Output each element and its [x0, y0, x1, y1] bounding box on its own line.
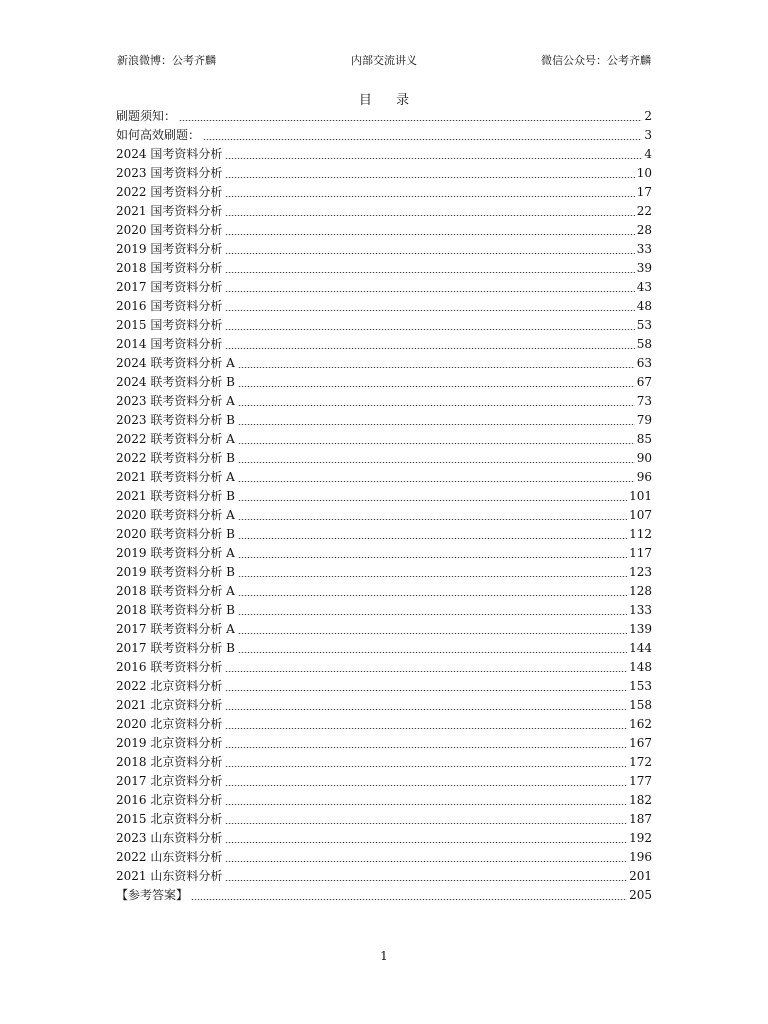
toc-entry[interactable] — [116, 126, 652, 145]
toc-entry-page: 205 — [629, 888, 652, 902]
toc-entry[interactable] — [116, 525, 652, 544]
toc-entry-label: 2022 北京资料分析 — [116, 679, 223, 693]
toc-entry[interactable] — [116, 848, 652, 867]
dot-leader — [238, 386, 635, 387]
toc-entry-page: 167 — [629, 736, 652, 750]
toc-entry-label: 如何高效刷题： — [116, 128, 201, 142]
toc-entry-page: 2 — [644, 109, 652, 123]
toc-entry-label: 2024 联考资料分析 A — [116, 356, 235, 370]
toc-entry-label: 2016 联考资料分析 — [116, 660, 223, 674]
toc-entry-page: 187 — [629, 812, 652, 826]
toc-entry-label: 2018 联考资料分析 A — [116, 584, 235, 598]
toc-entry[interactable] — [116, 468, 652, 487]
dot-leader — [238, 367, 635, 368]
toc-entry-page: 133 — [629, 603, 652, 617]
dot-leader — [179, 120, 642, 121]
toc-entry-label: 2014 国考资料分析 — [116, 337, 223, 351]
dot-leader — [225, 329, 634, 330]
dot-leader — [225, 728, 627, 729]
toc-entry-page: 101 — [629, 489, 652, 503]
toc-entry-page: 43 — [636, 280, 652, 294]
toc-entry-label: 2022 国考资料分析 — [116, 185, 223, 199]
toc-entry-page: 4 — [644, 147, 652, 161]
toc-entry-label: 2020 联考资料分析 B — [116, 527, 235, 541]
toc-entry[interactable] — [116, 696, 652, 715]
toc-entry-page: 177 — [629, 774, 652, 788]
dot-leader — [238, 462, 635, 463]
toc-entry-label: 2022 联考资料分析 A — [116, 432, 235, 446]
toc-entry-label: 【参考答案】 — [116, 888, 189, 902]
toc-entry-label: 2022 山东资料分析 — [116, 850, 223, 864]
dot-leader — [225, 823, 627, 824]
page-number: 1 — [380, 949, 388, 963]
toc-entry-label: 2015 国考资料分析 — [116, 318, 223, 332]
dot-leader — [225, 880, 627, 881]
dot-leader — [225, 310, 634, 311]
dot-leader — [238, 576, 627, 577]
dot-leader — [225, 690, 627, 691]
toc-entry-page: 90 — [636, 451, 652, 465]
toc-entry-page: 112 — [629, 527, 652, 541]
toc-title: 目 录 — [358, 93, 420, 108]
toc-entry-page: 182 — [629, 793, 652, 807]
toc-entry[interactable] — [116, 221, 652, 240]
toc-entry[interactable] — [116, 772, 652, 791]
dot-leader — [238, 614, 627, 615]
dot-leader — [225, 804, 627, 805]
toc-entry[interactable] — [116, 278, 652, 297]
header-wechat: 微信公众号：公考齐麟 — [541, 54, 651, 67]
dot-leader — [225, 177, 634, 178]
toc-entry-page: 201 — [629, 869, 652, 883]
toc-entry-label: 2020 国考资料分析 — [116, 223, 223, 237]
toc-entry-label: 2022 联考资料分析 B — [116, 451, 235, 465]
toc-entry-page: 73 — [636, 394, 652, 408]
dot-leader — [225, 272, 634, 273]
dot-leader — [225, 861, 627, 862]
toc-entry-label: 2023 山东资料分析 — [116, 831, 223, 845]
toc-entry-label: 2024 国考资料分析 — [116, 147, 223, 161]
toc-entry[interactable] — [116, 183, 652, 202]
toc-entry[interactable] — [116, 886, 652, 905]
toc-entry-page: 192 — [629, 831, 652, 845]
toc-entry[interactable] — [116, 734, 652, 753]
dot-leader — [238, 424, 635, 425]
dot-leader — [203, 139, 642, 140]
toc-entry-page: 172 — [629, 755, 652, 769]
dot-leader — [225, 253, 634, 254]
toc-entry-label: 2018 联考资料分析 B — [116, 603, 235, 617]
dot-leader — [225, 158, 642, 159]
toc-entry-label: 2019 联考资料分析 B — [116, 565, 235, 579]
dot-leader — [225, 709, 627, 710]
toc-entry-page: 10 — [636, 166, 652, 180]
dot-leader — [238, 595, 627, 596]
toc-entry-page: 53 — [636, 318, 652, 332]
dot-leader — [225, 671, 627, 672]
toc-entry[interactable] — [116, 487, 652, 506]
toc-entry[interactable] — [116, 202, 652, 221]
header-weibo: 新浪微博：公考齐麟 — [117, 54, 216, 67]
toc-entry-page: 85 — [636, 432, 652, 446]
toc-entry[interactable] — [116, 164, 652, 183]
toc-entry-page: 17 — [636, 185, 652, 199]
toc-entry-label: 2017 联考资料分析 A — [116, 622, 235, 636]
toc-entry-label: 2024 联考资料分析 B — [116, 375, 235, 389]
dot-leader — [238, 443, 635, 444]
toc-entry-label: 2020 联考资料分析 A — [116, 508, 235, 522]
toc-entry[interactable] — [116, 677, 652, 696]
toc-entry-label: 2023 国考资料分析 — [116, 166, 223, 180]
toc-entry-label: 2020 北京资料分析 — [116, 717, 223, 731]
toc-entry-label: 2021 北京资料分析 — [116, 698, 223, 712]
dot-leader — [225, 234, 634, 235]
dot-leader — [225, 291, 634, 292]
dot-leader — [225, 747, 627, 748]
toc-entry-page: 22 — [636, 204, 652, 218]
toc-entry-page: 139 — [629, 622, 652, 636]
toc-entry[interactable] — [116, 620, 652, 639]
toc-entry-label: 2021 联考资料分析 A — [116, 470, 235, 484]
dot-leader — [225, 842, 627, 843]
toc-entry-page: 33 — [636, 242, 652, 256]
toc-entry-page: 3 — [644, 128, 652, 142]
toc-entry-label: 2019 联考资料分析 A — [116, 546, 235, 560]
page-header — [117, 52, 651, 68]
dot-leader — [225, 785, 627, 786]
dot-leader — [238, 633, 627, 634]
toc-entry-page: 158 — [629, 698, 652, 712]
dot-leader — [238, 519, 627, 520]
dot-leader — [238, 652, 627, 653]
toc-entry-label: 2023 联考资料分析 A — [116, 394, 235, 408]
header-title: 内部交流讲义 — [351, 54, 417, 67]
toc-entry-label: 2019 北京资料分析 — [116, 736, 223, 750]
dot-leader — [225, 215, 634, 216]
toc-entry[interactable] — [116, 392, 652, 411]
toc-entry-page: 63 — [636, 356, 652, 370]
toc-entry[interactable] — [116, 259, 652, 278]
toc-entry-page: 79 — [636, 413, 652, 427]
toc-entry-page: 128 — [629, 584, 652, 598]
toc-entry[interactable] — [116, 240, 652, 259]
dot-leader — [238, 538, 627, 539]
dot-leader — [238, 405, 635, 406]
toc-entry-label: 2015 北京资料分析 — [116, 812, 223, 826]
toc-entry-label: 2017 联考资料分析 B — [116, 641, 235, 655]
toc-entry[interactable] — [116, 373, 652, 392]
toc-entry-label: 2017 国考资料分析 — [116, 280, 223, 294]
toc-entry-label: 2017 北京资料分析 — [116, 774, 223, 788]
toc-entry-page: 144 — [629, 641, 652, 655]
toc-entry-label: 2018 北京资料分析 — [116, 755, 223, 769]
toc-entry-label: 2016 北京资料分析 — [116, 793, 223, 807]
toc-entry-label: 2018 国考资料分析 — [116, 261, 223, 275]
toc-entry-label: 2021 联考资料分析 B — [116, 489, 235, 503]
toc-entry-page: 48 — [636, 299, 652, 313]
toc-entry[interactable] — [116, 753, 652, 772]
toc-entry[interactable] — [116, 658, 652, 677]
toc-entry-label: 2021 山东资料分析 — [116, 869, 223, 883]
toc-entry[interactable] — [116, 791, 652, 810]
dot-leader — [238, 500, 627, 501]
dot-leader — [238, 557, 627, 558]
toc-entry[interactable] — [116, 829, 652, 848]
toc-entry[interactable] — [116, 107, 652, 126]
toc-entry-label: 2023 联考资料分析 B — [116, 413, 235, 427]
toc-entry-page: 28 — [636, 223, 652, 237]
toc-entry[interactable] — [116, 145, 652, 164]
toc-entry-label: 2016 国考资料分析 — [116, 299, 223, 313]
toc-entry[interactable] — [116, 354, 652, 373]
dot-leader — [191, 899, 627, 900]
toc-entry-page: 123 — [629, 565, 652, 579]
toc-entry-page: 117 — [629, 546, 652, 560]
table-of-contents — [116, 107, 652, 905]
toc-entry-page: 67 — [636, 375, 652, 389]
toc-entry-page: 58 — [636, 337, 652, 351]
toc-entry[interactable] — [116, 810, 652, 829]
toc-entry-label: 2021 国考资料分析 — [116, 204, 223, 218]
toc-entry[interactable] — [116, 506, 652, 525]
toc-entry[interactable] — [116, 430, 652, 449]
dot-leader — [238, 481, 635, 482]
toc-entry-page: 148 — [629, 660, 652, 674]
dot-leader — [225, 766, 627, 767]
dot-leader — [225, 348, 634, 349]
toc-entry-label: 2019 国考资料分析 — [116, 242, 223, 256]
toc-entry-page: 153 — [629, 679, 652, 693]
toc-entry[interactable] — [116, 582, 652, 601]
toc-entry[interactable] — [116, 715, 652, 734]
dot-leader — [225, 196, 634, 197]
toc-entry-page: 196 — [629, 850, 652, 864]
toc-entry[interactable] — [116, 563, 652, 582]
toc-entry[interactable] — [116, 335, 652, 354]
toc-entry-page: 107 — [629, 508, 652, 522]
toc-entry[interactable] — [116, 639, 652, 658]
toc-entry[interactable] — [116, 544, 652, 563]
toc-entry[interactable] — [116, 449, 652, 468]
toc-entry-page: 162 — [629, 717, 652, 731]
toc-entry-page: 96 — [636, 470, 652, 484]
toc-entry[interactable] — [116, 867, 652, 886]
toc-entry[interactable] — [116, 316, 652, 335]
toc-entry[interactable] — [116, 297, 652, 316]
toc-entry[interactable] — [116, 411, 652, 430]
toc-entry-label: 刷题须知： — [116, 109, 177, 123]
toc-entry-page: 39 — [636, 261, 652, 275]
toc-entry[interactable] — [116, 601, 652, 620]
